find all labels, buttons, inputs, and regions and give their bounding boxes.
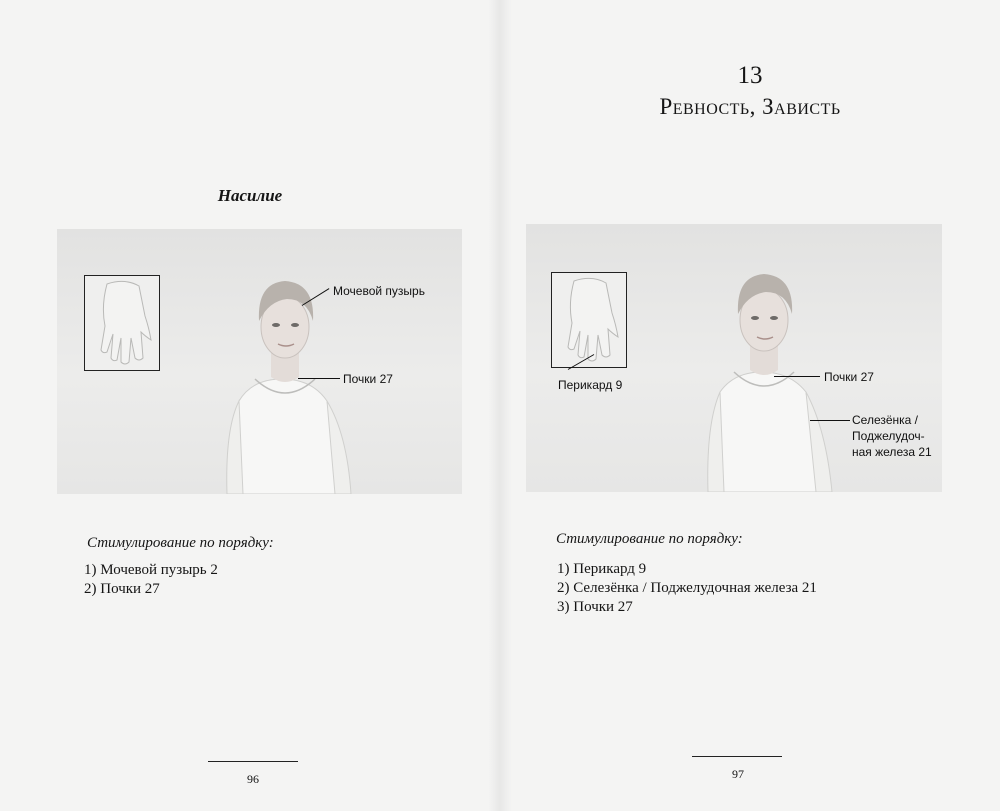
bladder-label: Мочевой пузырь [333,284,425,298]
sequence-step: 2) Селезёнка / Поджелудочная железа 21 [557,580,817,596]
spleen-leader-line [810,420,850,421]
pericardium-label: Перикард 9 [558,378,623,392]
sequence-step: 1) Перикард 9 [557,561,647,577]
sequence-step: 1) Мочевой пузырь 2 [84,562,218,578]
acupressure-photo-left [57,229,462,494]
hand-inset [551,272,627,368]
hand-icon [552,273,626,367]
hand-inset [84,275,160,371]
stimulation-sequence [84,561,218,599]
chapter-title: Ревность, Зависть [659,94,841,119]
sequence-step: 2) Почки 27 [84,581,160,597]
footer-rule [692,756,782,757]
kidneys-label: Почки 27 [343,372,393,386]
sequence-step: 3) Почки 27 [557,599,633,615]
spleen-label [852,412,932,460]
kidneys-label: Почки 27 [824,370,874,384]
stimulation-sequence [557,560,817,617]
chapter-number: 13 [737,62,763,89]
page-number: 96 [247,772,259,786]
section-title: Насилие [217,186,283,205]
kidneys-leader-line [298,378,340,379]
footer-rule [208,761,298,762]
acupressure-photo-right [526,224,942,492]
right-page [500,0,1000,811]
hand-icon [85,276,159,370]
sequence-heading: Стимулирование по порядку: [87,535,274,551]
spleen-label-line: Селезёнка / [852,413,919,427]
kidneys-leader-line [774,376,820,377]
page-number: 97 [732,767,744,781]
spleen-label-line: ная железа 21 [852,445,932,459]
sequence-heading: Стимулирование по порядку: [556,531,743,547]
spleen-label-line: Поджелудоч- [852,429,925,443]
